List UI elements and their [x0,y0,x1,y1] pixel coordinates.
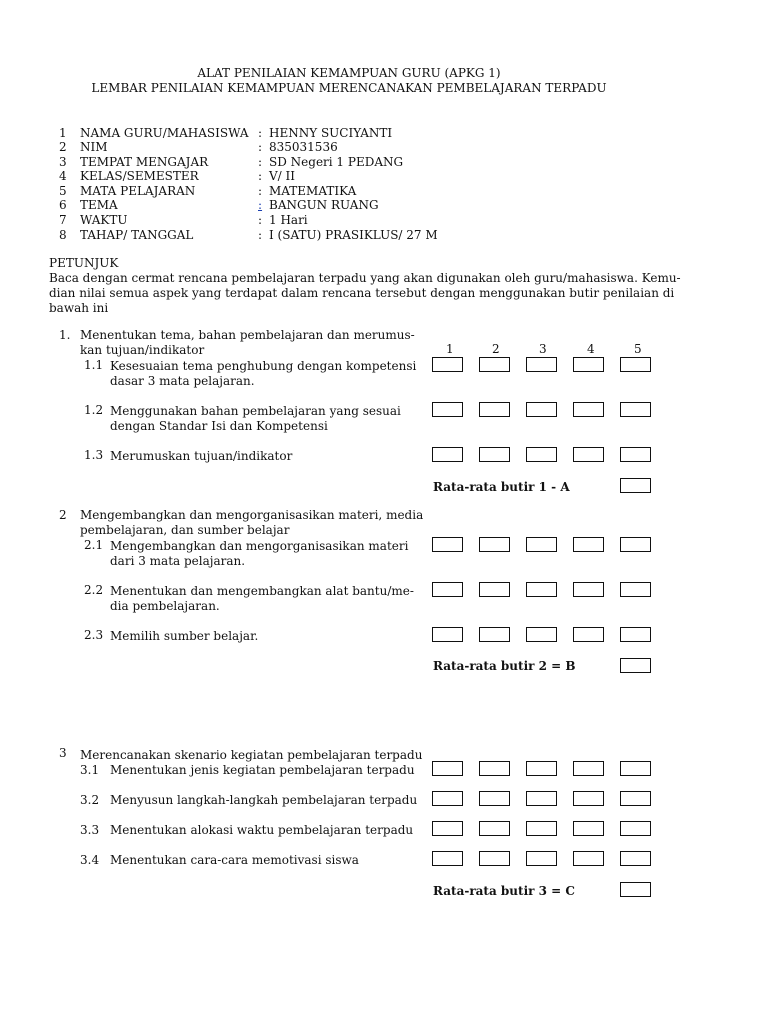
score-box[interactable] [526,537,557,552]
score-box[interactable] [573,447,604,462]
item-text: Kesesuaian tema penghubung dengan kompetensi [110,359,417,373]
score-box[interactable] [479,821,510,836]
score-box[interactable] [620,761,651,776]
item-number: 1.1 [84,358,104,372]
average-label: Rata-rata butir 3 = C [433,884,575,898]
form-subtitle: LEMBAR PENILAIAN KEMAMPUAN MERENCANAKAN PEMBELAJARAN TERPADU [91,81,607,95]
score-box[interactable] [479,447,510,462]
score-box[interactable] [432,761,463,776]
identity-separator-link[interactable]: : [258,198,263,212]
item-text: Menentukan dan mengembangkan alat bantu/me- [110,584,414,598]
item-text: Memilih sumber belajar. [110,629,259,643]
item-text: Menentukan cara-cara memotivasi siswa [110,853,359,867]
identity-separator: : [258,228,263,242]
instructions-line: Baca dengan cermat rencana pembelajaran terpadu yang akan digunakan oleh guru/mahasiswa. Kemu- [49,271,681,285]
identity-number: 4 [59,169,67,183]
identity-label: WAKTU [80,213,128,227]
instructions-line: dian nilai semua aspek yang terdapat dalam rencana tersebut dengan menggunakan butir penilaian di [49,286,675,300]
score-box[interactable] [526,582,557,597]
section-title: pembelajaran, dan sumber belajar [80,523,290,537]
score-box[interactable] [573,851,604,866]
identity-separator: : [258,155,263,169]
score-box[interactable] [573,761,604,776]
identity-label: KELAS/SEMESTER [80,169,199,183]
score-box[interactable] [573,537,604,552]
instructions-heading: PETUNJUK [49,256,119,270]
score-box[interactable] [479,851,510,866]
score-box[interactable] [620,447,651,462]
identity-number: 1 [59,126,67,140]
average-label: Rata-rata butir 1 - A [433,480,570,494]
score-box[interactable] [573,791,604,806]
item-number: 1.2 [84,403,104,417]
item-text: Merumuskan tujuan/indikator [110,449,293,463]
score-box[interactable] [620,851,651,866]
item-number: 3.3 [80,823,100,837]
score-box[interactable] [573,627,604,642]
score-box[interactable] [573,821,604,836]
score-box[interactable] [526,402,557,417]
score-box[interactable] [620,537,651,552]
item-text: Menentukan jenis kegiatan pembelajaran terpadu [110,763,415,777]
scale-label: 5 [634,342,642,356]
score-box[interactable] [620,791,651,806]
form-title: ALAT PENILAIAN KEMAMPUAN GURU (APKG 1) [197,66,501,80]
section-title: kan tujuan/indikator [80,343,205,357]
section-title: Merencanakan skenario kegiatan pembelajaran terpadu [80,748,423,762]
score-box[interactable] [526,357,557,372]
item-text: Menyusun langkah-langkah pembelajaran terpadu [110,793,418,807]
section-title: Menentukan tema, bahan pembelajaran dan merumus- [80,328,415,342]
score-box[interactable] [432,791,463,806]
score-box[interactable] [573,357,604,372]
item-text: Menggunakan bahan pembelajaran yang sesuai [110,404,401,418]
item-text: dengan Standar Isi dan Kompetensi [110,419,328,433]
item-text: Menentukan alokasi waktu pembelajaran terpadu [110,823,414,837]
score-box[interactable] [573,402,604,417]
identity-separator: : [258,140,263,154]
item-text: Mengembangkan dan mengorganisasikan materi [110,539,409,553]
score-box[interactable] [479,582,510,597]
identity-number: 5 [59,184,67,198]
identity-value: V/ II [269,169,296,183]
score-box[interactable] [479,537,510,552]
identity-separator: : [258,126,263,140]
score-box[interactable] [526,761,557,776]
item-number: 2.1 [84,538,104,552]
scale-label: 2 [492,342,500,356]
item-number: 3.4 [80,853,100,867]
item-text: dasar 3 mata pelajaran. [110,374,255,388]
score-box[interactable] [526,821,557,836]
score-box[interactable] [432,537,463,552]
scale-label: 4 [587,342,595,356]
identity-value: SD Negeri 1 PEDANG [269,155,404,169]
section-number: 2 [59,508,67,522]
score-box[interactable] [620,357,651,372]
score-box[interactable] [479,627,510,642]
identity-number: 3 [59,155,67,169]
scale-label: 3 [539,342,547,356]
item-text: dia pembelajaran. [110,599,220,613]
identity-label: NIM [80,140,108,154]
identity-value: HENNY SUCIYANTI [269,126,393,140]
score-box[interactable] [432,821,463,836]
identity-label: NAMA GURU/MAHASISWA [80,126,249,140]
identity-label: MATA PELAJARAN [80,184,196,198]
score-box[interactable] [526,851,557,866]
identity-label: TEMA [80,198,118,212]
score-box[interactable] [479,791,510,806]
identity-value: 1 Hari [269,213,308,227]
identity-label: TAHAP/ TANGGAL [80,228,194,242]
identity-value: MATEMATIKA [269,184,357,198]
score-box[interactable] [573,582,604,597]
identity-number: 7 [59,213,67,227]
score-box[interactable] [432,851,463,866]
scale-label: 1 [446,342,454,356]
score-box[interactable] [479,357,510,372]
score-box[interactable] [526,447,557,462]
identity-number: 2 [59,140,67,154]
average-box[interactable] [620,478,651,493]
score-box[interactable] [526,791,557,806]
identity-value: 835031536 [269,140,338,154]
section-title: Mengembangkan dan mengorganisasikan materi, media [80,508,424,522]
score-box[interactable] [432,402,463,417]
item-text: dari 3 mata pelajaran. [110,554,246,568]
score-box[interactable] [620,627,651,642]
score-box[interactable] [479,761,510,776]
identity-separator: : [258,213,263,227]
identity-number: 6 [59,198,67,212]
score-box[interactable] [526,627,557,642]
identity-value: I (SATU) PRASIKLUS/ 27 M [269,228,438,242]
score-box[interactable] [479,402,510,417]
item-number: 3.2 [80,793,100,807]
instructions-line: bawah ini [49,301,109,315]
section-number: 3 [59,746,67,760]
item-number: 2.2 [84,583,104,597]
item-number: 3.1 [80,763,100,777]
score-box[interactable] [432,582,463,597]
score-box[interactable] [432,627,463,642]
score-box[interactable] [432,357,463,372]
score-box[interactable] [620,582,651,597]
identity-label: TEMPAT MENGAJAR [80,155,209,169]
identity-number: 8 [59,228,67,242]
score-box[interactable] [432,447,463,462]
item-number: 2.3 [84,628,104,642]
average-box[interactable] [620,658,651,673]
item-number: 1.3 [84,448,104,462]
identity-value: BANGUN RUANG [269,198,379,212]
identity-separator: : [258,169,263,183]
score-box[interactable] [620,402,651,417]
section-number: 1. [59,328,71,342]
score-box[interactable] [620,821,651,836]
identity-separator: : [258,184,263,198]
average-box[interactable] [620,882,651,897]
average-label: Rata-rata butir 2 = B [433,659,576,673]
